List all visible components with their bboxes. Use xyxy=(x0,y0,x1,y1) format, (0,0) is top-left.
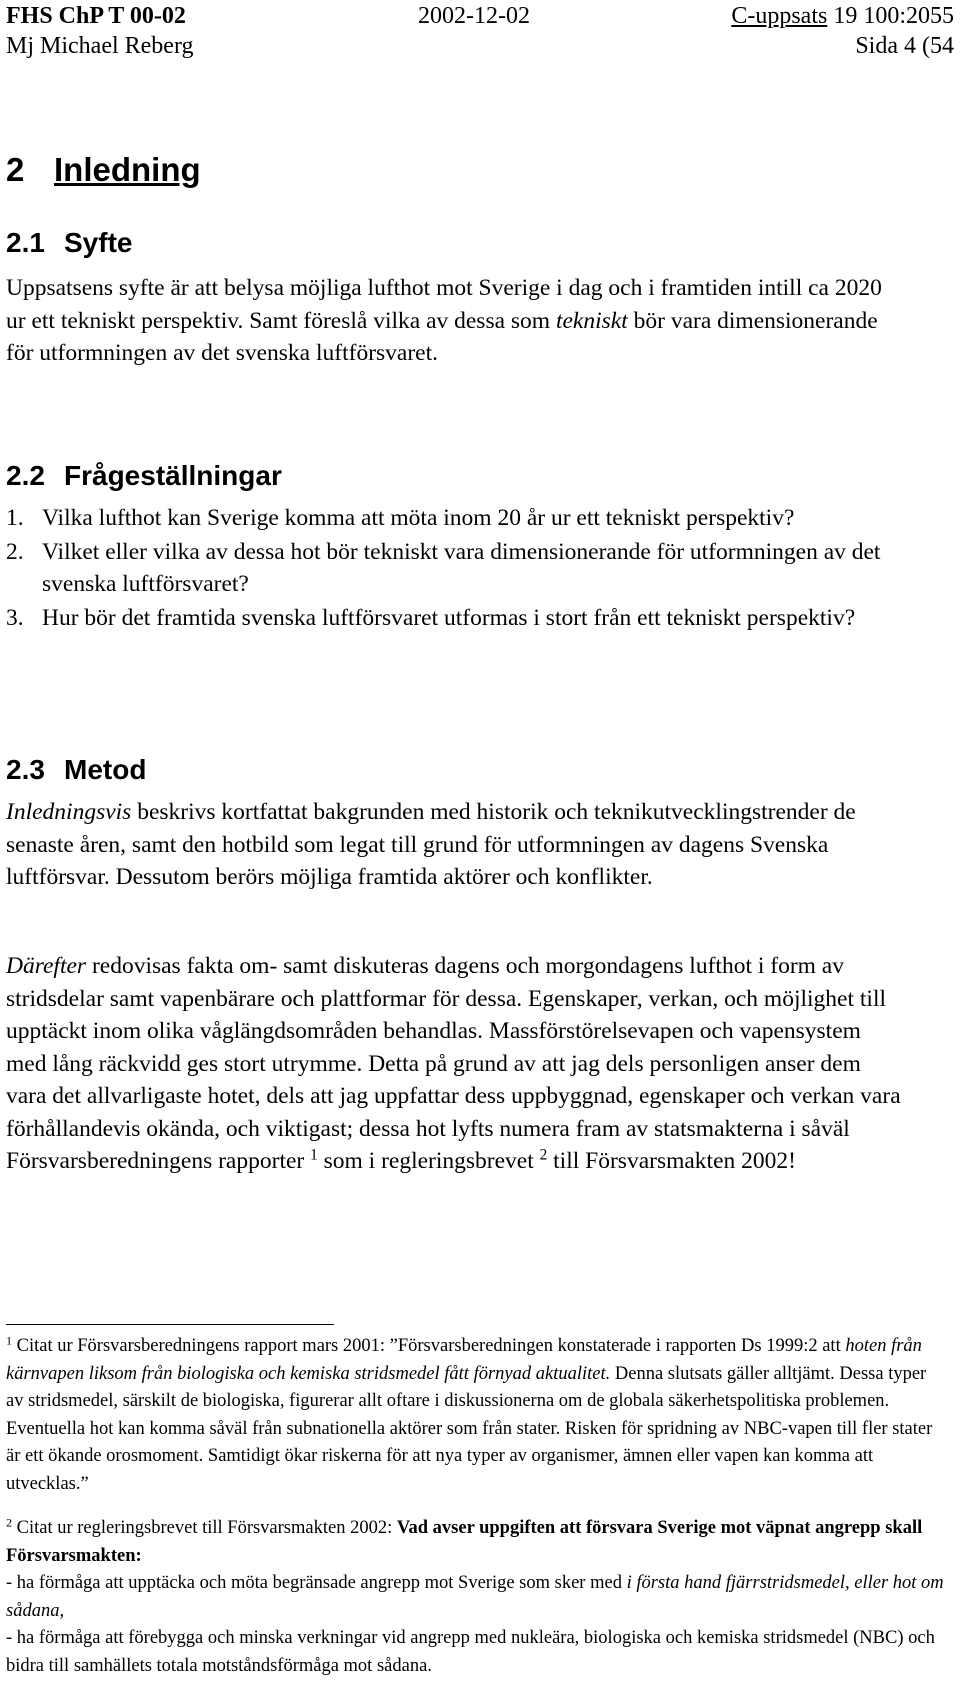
list-item-number: 3. xyxy=(6,604,24,631)
metod-paragraph-2 xyxy=(6,950,906,1178)
metod-p1-text: beskrivs kortfattat bakgrunden med historik och teknikutvecklingstrender de senaste åren, samt den hotbild som legat till grund för utformningen av dagens Svenska luftförsvar. Dessutom berörs möjliga framtida aktörer och konflikter. xyxy=(6,799,856,890)
syfte-text-2: bör vara dimensionerande för utformningen av det svenska luftförsvaret. xyxy=(6,307,878,366)
doc-ref: 19 100:2055 xyxy=(833,3,954,29)
section-number: 2.2 xyxy=(6,460,45,491)
chapter-number: 2 xyxy=(6,151,25,188)
metod-p2-text-2: som i regleringsbrevet xyxy=(317,1148,540,1174)
list-item-number: 1. xyxy=(6,505,24,531)
list-item xyxy=(6,536,906,601)
footnote-mark: 1 xyxy=(6,1333,13,1348)
footnote-text: Denna slutsats gäller alltjämt. Dessa typer av stridsmedel, särskilt de biologiska, figurerar allt oftare i diskussionerna om de globala säkerhetspolitiska problemen. Eventuella hot kan komma såväl från subnationella aktörer som från stater. Risken för spridning av NBC-vapen till fler stater är ett ökande orosmoment. Samtidigt ökar riskerna för att nya typer av organismer, ämnen eller vapen kan komma att utvecklas.” xyxy=(6,1363,933,1494)
section-number: 2.1 xyxy=(6,227,45,258)
footnote-mark: 2 xyxy=(6,1515,13,1530)
footnote-text: Citat ur regleringsbrevet till Försvarsmakten 2002: xyxy=(12,1518,397,1538)
author: Mj Michael Reberg xyxy=(6,33,194,59)
list-item xyxy=(6,602,906,635)
list-item-number: 2. xyxy=(6,538,24,565)
metod-p2-text-1: redovisas fakta om- samt diskuteras dagens och morgondagens lufthot i form av stridsdelar samt vapenbärare och plattformar för dessa. Egenskaper, verkan, och möjlighet till upptäckt inom olika våglängdsområden behandlas. Massförstörelsevapen och vapensystem med lång räckvidd ges stort utrymme. Detta på grund av att jag dels personligen anser dem vara det allvarligaste hotet, dels att jag uppfattar dess uppbyggnad, egenskaper och verkan vara förhållandevis okända, och viktigast; dessa hot lyfts numera fram av statsmakterna i såväl Försvarsberedningens rapporter xyxy=(6,953,901,1174)
doc-date: 2002-12-02 xyxy=(418,3,530,29)
footnote-line: - ha förmåga att upptäcka och möta begränsade angrepp mot Sverige som sker med xyxy=(6,1573,627,1593)
footnote-1 xyxy=(6,1333,946,1498)
section-title: Frågeställningar xyxy=(64,460,282,491)
syfte-emphasis: tekniskt xyxy=(555,307,628,334)
page-header-row-2 xyxy=(6,32,954,60)
syfte-paragraph xyxy=(6,272,906,370)
metod-p2-text-3: till Försvarsmakten 2002! xyxy=(547,1148,796,1174)
metod-paragraph-1 xyxy=(6,796,906,894)
syfte-text-1: Uppsatsens syfte är att belysa möjliga lufthot mot Sverige i dag och i framtiden intill ca 2020 ur ett tekniskt perspektiv. Samt föreslå vilka av dessa som xyxy=(6,275,882,334)
doc-type-ref xyxy=(731,2,954,30)
section-heading-metod xyxy=(6,753,146,787)
footnote-ref-1[interactable]: 1 xyxy=(310,1146,318,1164)
footnote-line: - ha förmåga att förebygga och minska verkningar vid angrepp med nukleära, biologiska och kemiska stridsmedel (NBC) och bidra till samhällets totala motståndsförmåga mot sådana. xyxy=(6,1628,935,1676)
section-heading-syfte xyxy=(6,226,132,260)
doc-code: FHS ChP T 00-02 xyxy=(6,3,186,29)
doc-type: C-uppsats xyxy=(731,3,828,29)
footnote-text: Citat ur Försvarsberedningens rapport mars 2001: ”Försvarsberedningen konstaterade i rapporten Ds 1999:2 att xyxy=(12,1336,846,1356)
footnote-ref-2[interactable]: 2 xyxy=(539,1146,548,1164)
metod-p1-emphasis: Inledningsvis xyxy=(6,799,132,825)
section-heading-fragestallningar xyxy=(6,459,282,493)
footnote-emphasis: i första hand fjärrstridsmedel, eller hot om sådana, xyxy=(6,1573,944,1621)
list-item-text: Vilket eller vilka av dessa hot bör tekniskt vara dimensionerande för utformningen av det svenska luftförsvaret? xyxy=(42,538,881,597)
footnote-bold-text: Vad avser uppgiften att försvara Sverige mot väpnat angrepp skall Försvarsmakten: xyxy=(6,1518,923,1566)
footnote-2 xyxy=(6,1515,946,1680)
chapter-title: Inledning xyxy=(54,151,201,188)
footnote-separator xyxy=(6,1324,334,1325)
page-number: Sida 4 (54 xyxy=(855,33,954,59)
footnote-emphasis: hoten från kärnvapen liksom från biologiska och kemiska stridsmedel fått förnyad aktualitet. xyxy=(6,1336,922,1384)
section-number: 2.3 xyxy=(6,754,45,785)
list-item xyxy=(6,502,906,535)
list-item-text: Vilka lufthot kan Sverige komma att möta inom 20 år ur ett tekniskt perspektiv? xyxy=(42,505,795,531)
section-title: Syfte xyxy=(64,227,133,258)
question-list xyxy=(6,502,906,635)
metod-p2-emphasis: Därefter xyxy=(6,953,87,979)
chapter-heading xyxy=(6,150,201,190)
page-header-row-1 xyxy=(6,2,954,30)
section-title: Metod xyxy=(64,754,147,785)
list-item-text: Hur bör det framtida svenska luftförsvaret utformas i stort från ett tekniskt perspektiv? xyxy=(42,604,856,631)
